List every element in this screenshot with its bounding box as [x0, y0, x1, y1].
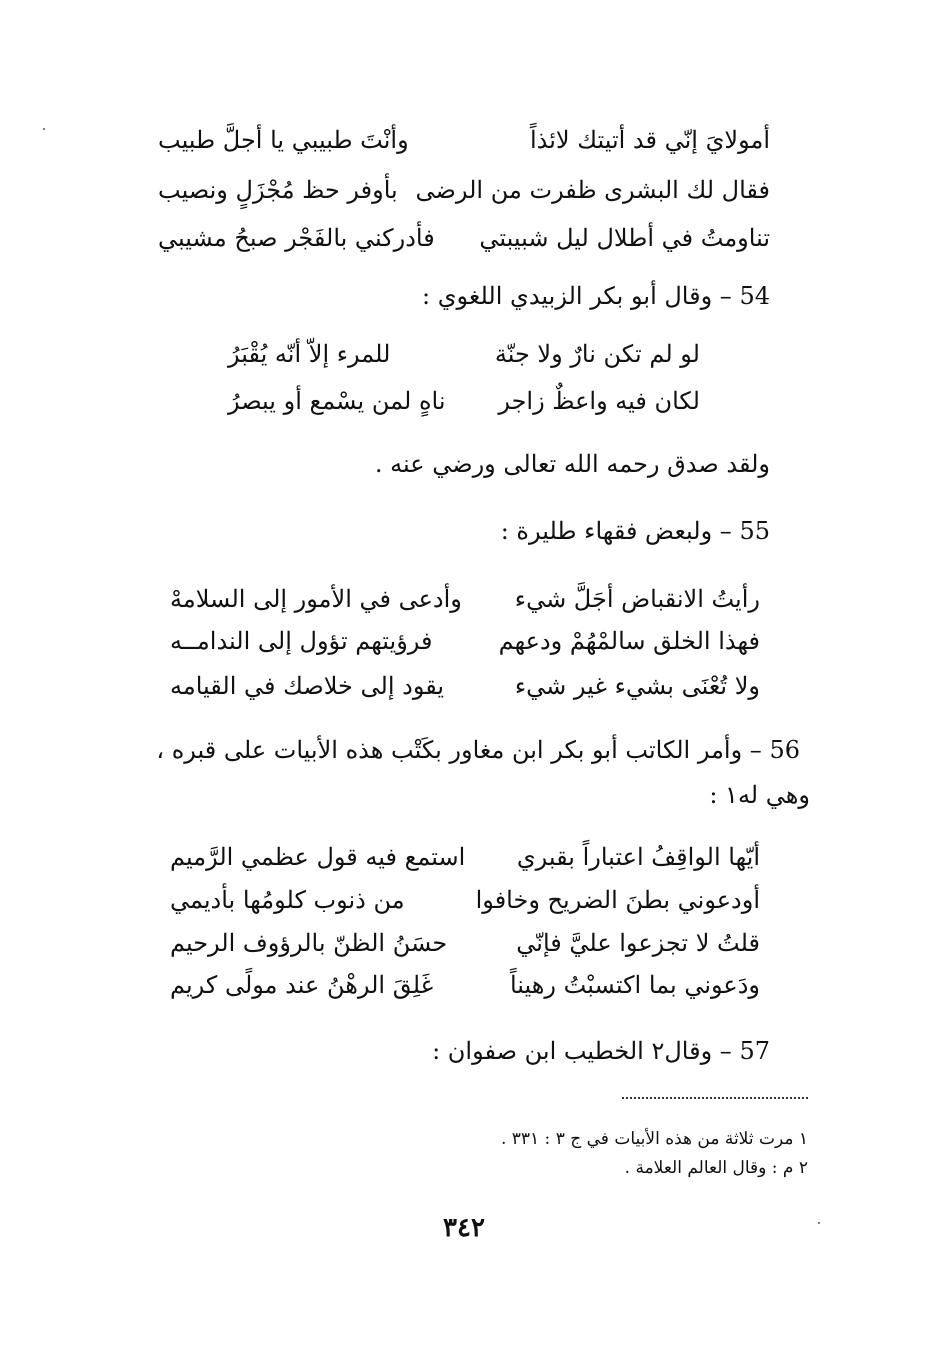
- item-54-heading: [422, 281, 770, 311]
- footnote-2: ٢ م : وقال العالم العلامة .: [624, 1158, 808, 1178]
- item-56-continuation: وهي له١ :: [709, 781, 810, 809]
- verse-first-hemistich: أودعوني بطنَ الضريح وخافوا: [475, 886, 760, 914]
- verse-first-hemistich: رأيتُ الانقباض أجَلَّ شيء: [514, 585, 760, 613]
- verse-second-hemistich: للمرء إلاّ أنّه يُقْبَرُ: [228, 340, 391, 368]
- verse-first-hemistich: أيّها الواقِفُ اعتباراً بقبري: [516, 843, 760, 871]
- poem1-verse-1: [158, 124, 770, 156]
- verse-second-hemistich: من ذنوب كلومُها بأديمي: [170, 886, 405, 914]
- verse-second-hemistich: ناهٍ لمن يسْمع أو يبصرُ: [228, 387, 446, 415]
- verse-second-hemistich: استمع فيه قول عظمي الرَّميم: [170, 843, 466, 871]
- verse-second-hemistich: فرؤيتهم تؤول إلى الندامــه: [170, 627, 433, 655]
- poem2-verse-2: [228, 385, 700, 417]
- poem3-verse-3: [170, 670, 760, 702]
- verse-second-hemistich: فأدركني بالفَجْر صبحُ مشيبي: [158, 224, 435, 252]
- scan-speck: [818, 1222, 820, 1224]
- poem4-verse-4: [170, 969, 760, 1001]
- footnote-separator: [622, 1097, 808, 1099]
- item-text: – ولبعض فقهاء طليرة :: [500, 517, 732, 545]
- verse-first-hemistich: تناومتُ في أطلال ليل شبيبتي: [479, 224, 770, 252]
- verse-second-hemistich: غَلِقَ الرهْنُ عند مولًى كريم: [170, 971, 434, 999]
- poem4-verse-2: [170, 884, 760, 916]
- verse-second-hemistich: بأوفر حظ مُجْزَلٍ ونصيب: [158, 176, 398, 204]
- item-text: – وأمر الكاتب أبو بكر ابن مغاور بكَتْب هذه الأبيات على قبره ،: [156, 736, 762, 764]
- poem1-verse-2: [158, 174, 770, 206]
- poem2-verse-1: [228, 338, 700, 370]
- poem3-verse-1: [170, 583, 760, 615]
- footnote-1: ١ مرت ثلاثة من هذه الأبيات في ج ٣ : ٣٣١ .: [500, 1129, 808, 1149]
- item-56-heading: [156, 735, 800, 765]
- verse-second-hemistich: يقود إلى خلاصك في القيامه: [170, 672, 445, 700]
- item-text: – وقال٢ الخطيب ابن صفوان :: [432, 1037, 732, 1065]
- verse-first-hemistich: أمولايَ إنّي قد أتيتك لائذاً: [529, 126, 770, 154]
- scan-speck: [43, 128, 45, 130]
- verse-first-hemistich: فقال لك البشرى ظفرت من الرضى: [415, 176, 770, 204]
- verse-second-hemistich: وأنْتَ طبيبي يا أجلَّ طبيب: [158, 126, 409, 154]
- verse-first-hemistich: ودَعوني بما اكتسبْتُ رهيناً: [509, 971, 760, 999]
- item-number: 55: [739, 517, 770, 545]
- verse-first-hemistich: ولا تُعْنَى بشيء غير شيء: [514, 672, 760, 700]
- item-number: 57: [739, 1037, 770, 1065]
- page-number: ٣٤٢: [443, 1213, 485, 1243]
- item-57-heading: [432, 1036, 770, 1066]
- item-text: – وقال أبو بكر الزبيدي اللغوي :: [422, 282, 732, 310]
- verse-first-hemistich: لو لم تكن نارٌ ولا جنّة: [494, 340, 700, 368]
- verse-second-hemistich: وأدعى في الأمور إلى السلامهْ: [170, 585, 462, 613]
- item-number: 54: [739, 282, 770, 310]
- poem4-verse-1: [170, 841, 760, 873]
- verse-second-hemistich: حسَنُ الظنّ بالرؤوف الرحيم: [170, 929, 448, 957]
- item-number: 56: [769, 736, 800, 764]
- poem3-verse-2: [170, 625, 760, 657]
- poem1-verse-3: [158, 222, 770, 254]
- verse-first-hemistich: لكان فيه واعظٌ زاجر: [498, 387, 700, 415]
- verse-first-hemistich: قلتُ لا تجزعوا عليَّ فإنّي: [516, 929, 760, 957]
- poem4-verse-3: [170, 927, 760, 959]
- item-55-heading: [501, 516, 770, 546]
- prose-line: ولقد صدق رحمه الله تعالى ورضي عنه .: [374, 450, 770, 478]
- verse-first-hemistich: فهذا الخلق سالمْهُمْ ودعهم: [498, 627, 760, 655]
